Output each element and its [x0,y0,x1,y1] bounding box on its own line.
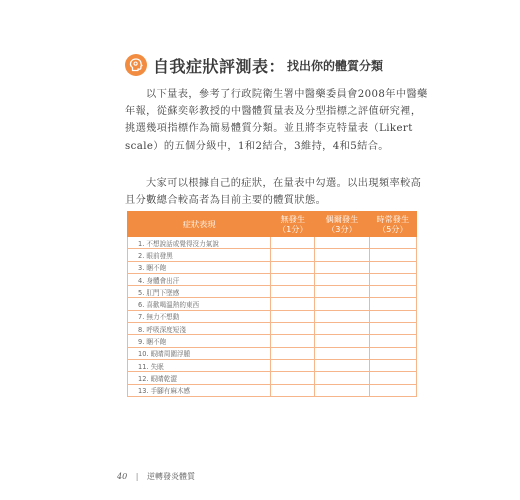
checkbox-cell-never[interactable] [271,384,315,396]
page-number: 40 [117,472,128,481]
checkbox-cell-often[interactable] [369,273,416,285]
checkbox-cell-sometimes[interactable] [315,372,369,384]
checkbox-cell-often[interactable] [369,372,416,384]
checkbox-cell-never[interactable] [271,347,315,359]
checkbox-cell-never[interactable] [271,310,315,322]
checkbox-cell-often[interactable] [369,261,416,273]
checkbox-cell-sometimes[interactable] [315,261,369,273]
checkbox-cell-never[interactable] [271,249,315,261]
checkbox-cell-sometimes[interactable] [315,286,369,298]
symptom-label: 4. 身體會出汗 [128,273,271,285]
table-row [128,273,417,285]
table-row [128,323,417,335]
table-row [128,372,417,384]
table-row [128,310,417,322]
checkbox-cell-sometimes[interactable] [315,249,369,261]
checkbox-cell-never[interactable] [271,273,315,285]
checkbox-cell-never[interactable] [271,237,315,249]
checkbox-cell-never[interactable] [271,335,315,347]
table-row [128,347,417,359]
symptom-label: 10. 眼睛周圍浮腫 [128,347,271,359]
symptom-table [127,211,417,397]
checkbox-cell-often[interactable] [369,347,416,359]
checkbox-cell-sometimes[interactable] [315,359,369,371]
checkbox-cell-never[interactable] [271,372,315,384]
symptom-label: 11. 失眠 [128,359,271,371]
symptom-label: 1. 不想說話或覺得沒力氣說 [128,237,271,249]
symptom-label: 13. 手腳有麻木感 [128,384,271,396]
checkbox-cell-never[interactable] [271,323,315,335]
symptom-label: 3. 睏不飽 [128,261,271,273]
checkbox-cell-never[interactable] [271,359,315,371]
checkbox-cell-often[interactable] [369,286,416,298]
intro-paragraph: 以下量表，參考了行政院衛生署中醫藥委員會2008年中醫藥年報，從蘇奕彰教授的中醫體質量表及分型指標之評值研究裡，挑選幾項指標作為簡易體質分類。並且將李克特量表（Likert scale）的五個分級中，1和2結合，3維持，4和5結合。 [125,89,428,152]
checkbox-cell-never[interactable] [271,298,315,310]
table-row [128,249,417,261]
heading-subtitle: 找出你的體質分類 [287,58,384,73]
checkbox-cell-sometimes[interactable] [315,273,369,285]
table-row [128,237,417,249]
header-sometimes: 偶爾發生 （3分） [315,212,369,237]
table-row [128,286,417,298]
table-row [128,384,417,396]
symptom-label: 12. 眼睛乾澀 [128,372,271,384]
checkbox-cell-often[interactable] [369,335,416,347]
checkbox-cell-sometimes[interactable] [315,310,369,322]
checkbox-cell-sometimes[interactable] [315,335,369,347]
checkbox-cell-sometimes[interactable] [315,298,369,310]
checkbox-cell-sometimes[interactable] [315,237,369,249]
checkbox-cell-sometimes[interactable] [315,323,369,335]
symptom-label: 7. 無力不想動 [128,310,271,322]
symptom-label: 8. 呼吸深度短淺 [128,323,271,335]
section-heading [125,50,383,80]
head-brain-icon [125,54,147,76]
book-title: 逆轉發炎體質 [146,472,195,481]
instruction-paragraph: 大家可以根據自己的症狀，在量表中勾選。以出現頻率較高且分數總合較高者為目前主要的體質狀態。 [125,178,422,207]
symptom-label: 6. 喜歡喝溫熱的東西 [128,298,271,310]
heading-title: 自我症狀評測表： [153,56,286,76]
checkbox-cell-often[interactable] [369,237,416,249]
table-body [128,237,417,397]
page-footer [117,471,195,482]
header-often: 時常發生 （5分） [369,212,416,237]
symptom-label: 9. 睏不飽 [128,335,271,347]
checkbox-cell-never[interactable] [271,286,315,298]
checkbox-cell-sometimes[interactable] [315,347,369,359]
table-row [128,335,417,347]
footer-separator: | [135,472,139,481]
checkbox-cell-often[interactable] [369,359,416,371]
table-row [128,261,417,273]
header-symptom: 症狀表現 [128,212,271,237]
checkbox-cell-sometimes[interactable] [315,384,369,396]
checkbox-cell-often[interactable] [369,384,416,396]
checkbox-cell-often[interactable] [369,310,416,322]
symptom-label: 5. 肛門下墜感 [128,286,271,298]
checkbox-cell-often[interactable] [369,323,416,335]
header-never: 無發生 （1分） [271,212,315,237]
table-row [128,298,417,310]
checkbox-cell-often[interactable] [369,249,416,261]
checkbox-cell-often[interactable] [369,298,416,310]
checkbox-cell-never[interactable] [271,261,315,273]
symptom-label: 2. 眼前發黑 [128,249,271,261]
table-row [128,359,417,371]
table-header-row [128,212,417,237]
